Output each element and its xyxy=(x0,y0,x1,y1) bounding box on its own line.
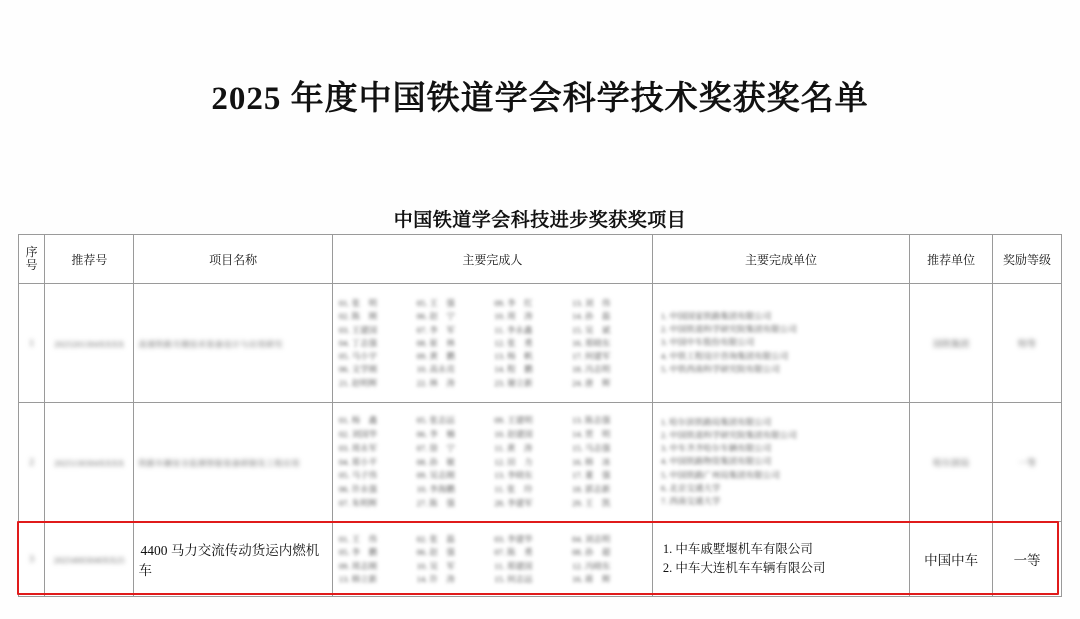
contributor: 28. 李建军 xyxy=(494,497,533,508)
cell-main-units xyxy=(652,284,909,403)
cell-recommend-no: 20254003040XX25 xyxy=(45,522,134,597)
contributor: 15. 马志强 xyxy=(572,442,611,453)
cell-recommend-unit: 中国中车 xyxy=(910,522,993,597)
cell-project-name: 4400 马力交流传动货运内燃机车 xyxy=(134,522,332,597)
unit: 3. 中国中车股份有限公司 xyxy=(660,337,755,348)
contributor: 04. 郑小平 xyxy=(338,456,378,467)
cell-main-contributors xyxy=(332,522,652,597)
cell-main-contributors xyxy=(332,403,652,522)
contributor: 07. 朱明辉 xyxy=(338,497,378,508)
cell-project-name: 铁路车辆安全监测智能装备研制及工程应用 xyxy=(134,403,332,522)
contributor: 06. 许永强 xyxy=(338,484,378,495)
unit: 1. 中国国家铁路集团有限公司 xyxy=(660,311,772,322)
cell-award-grade: 一等 xyxy=(993,403,1062,522)
contributor: 09. 周志刚 xyxy=(338,560,378,571)
contributor: 11. 张 玲 xyxy=(494,484,533,495)
cell-recommend-no: 2025130304XXXX xyxy=(45,403,134,522)
contributor: 08. 孙 敏 xyxy=(416,456,455,467)
contributor: 11. 李永鑫 xyxy=(494,324,533,335)
contributor: 17. 董 强 xyxy=(572,470,611,481)
contributor: 07. 陈 勇 xyxy=(494,547,533,558)
contributor: 13. 李晓东 xyxy=(494,470,533,481)
table-body xyxy=(19,284,1062,597)
contributor: 09. 黄 鹏 xyxy=(416,351,455,362)
contributor: 13. 刘 伟 xyxy=(572,297,611,308)
unit: 1. 中车戚墅堰机车有限公司 xyxy=(662,541,813,556)
contributor: 05. 马小宇 xyxy=(338,351,378,362)
contributor: 14. 贾 明 xyxy=(572,429,611,440)
contributor: 22. 林 涛 xyxy=(416,377,455,388)
column-header-recommend-no: 推荐号 xyxy=(45,235,134,284)
contributor: 14. 孙 磊 xyxy=(572,311,611,322)
contributor: 01. 张 明 xyxy=(338,297,378,308)
contributor: 24. 唐 辉 xyxy=(572,377,611,388)
unit: 4. 中国铁路物资集团有限公司 xyxy=(660,456,772,467)
contributor: 05. 张志远 xyxy=(416,415,455,426)
contributor: 29. 王 凯 xyxy=(572,497,611,508)
contributor: 27. 陈 强 xyxy=(416,497,455,508)
contributor: 11. 黄 涛 xyxy=(494,442,533,453)
contributor: 15. 何志远 xyxy=(494,573,533,584)
contributor: 05. 马子伟 xyxy=(338,470,378,481)
contributor: 02. 刘国华 xyxy=(338,429,378,440)
contributor: 06. 李 楠 xyxy=(416,429,455,440)
unit: 2. 中国铁道科学研究院集团有限公司 xyxy=(660,324,797,335)
contributor: 09. 吴志刚 xyxy=(416,470,455,481)
contributor: 12. 冯晓东 xyxy=(572,560,611,571)
contributor: 05. 王 强 xyxy=(416,297,455,308)
contributor: 16. 郑晓东 xyxy=(572,337,611,348)
cell-seq: 3 xyxy=(19,522,45,597)
contributors-grid xyxy=(337,412,648,511)
contributor: 06. 赵 强 xyxy=(416,547,455,558)
column-header-recommend-unit: 推荐单位 xyxy=(910,235,993,284)
contributor: 13. 陈志强 xyxy=(572,415,611,426)
table-row xyxy=(19,284,1062,403)
page-title: 2025 年度中国铁道学会科学技术奖获奖名单 xyxy=(211,81,869,117)
contributor: 11. 郑建国 xyxy=(494,560,533,571)
cell-main-units xyxy=(652,522,909,597)
contributor: 07. 徐 宁 xyxy=(416,442,455,453)
cell-recommend-unit: 哈尔滨局 xyxy=(910,403,993,522)
contributor: 02. 张 磊 xyxy=(416,533,455,544)
unit: 3. 中车齐齐哈尔车辆有限公司 xyxy=(660,443,772,454)
column-header-award-grade: 奖励等级 xyxy=(993,235,1062,284)
contributor: 16. 蒋 辉 xyxy=(572,573,611,584)
cell-award-grade: 一等 xyxy=(993,522,1062,597)
award-table-wrapper xyxy=(18,234,1062,597)
units-list xyxy=(657,308,905,378)
contributor: 05. 李 鹏 xyxy=(338,547,378,558)
contributor: 15. 吴 斌 xyxy=(572,324,611,335)
cell-award-grade: 特等 xyxy=(993,284,1062,403)
column-header-seq xyxy=(19,235,45,284)
table-row xyxy=(19,403,1062,522)
contributor: 01. 王 伟 xyxy=(338,533,378,544)
contributor: 13. 韩立新 xyxy=(338,573,378,584)
table-row-highlighted xyxy=(19,522,1062,597)
contributor: 04. 丁志强 xyxy=(338,337,378,348)
contributor: 14. 许 涛 xyxy=(416,573,455,584)
column-header-main-units: 主要完成单位 xyxy=(652,235,909,284)
contributor: 16. 韩 冰 xyxy=(572,456,611,467)
column-header-seq-label: 序号 xyxy=(25,245,38,272)
table-header xyxy=(19,235,1062,284)
contributor: 04. 刘志明 xyxy=(572,533,611,544)
contributor: 10. 周 涛 xyxy=(494,311,533,322)
contributor: 10. 高永亮 xyxy=(416,364,455,375)
cell-main-units xyxy=(652,403,909,522)
unit: 1. 哈尔滨铁路局集团有限公司 xyxy=(660,416,772,427)
contributor: 21. 赵明辉 xyxy=(338,377,378,388)
contributor: 06. 赵 宁 xyxy=(416,311,455,322)
unit: 4. 中铁工程设计咨询集团有限公司 xyxy=(660,350,789,361)
units-list xyxy=(657,538,905,581)
unit: 6. 北京交通大学 xyxy=(660,482,721,493)
cell-recommend-no: 2025201304XXXX xyxy=(45,284,134,403)
column-header-project-name: 项目名称 xyxy=(134,235,332,284)
unit: 2. 中国铁道科学研究院集团有限公司 xyxy=(660,430,797,441)
contributor: 14. 程 鹏 xyxy=(494,364,533,375)
contributor: 06. 文学刚 xyxy=(338,364,378,375)
contributor: 12. 田 力 xyxy=(494,456,533,467)
section-title: 中国铁道学会科技进步奖获奖项目 xyxy=(393,210,687,231)
cell-seq: 2 xyxy=(19,403,45,522)
contributors-grid xyxy=(337,295,648,391)
unit: 2. 中车大连机车车辆有限公司 xyxy=(662,561,826,575)
contributor: 03. 李建华 xyxy=(494,533,533,544)
unit: 7. 西南交通大学 xyxy=(660,495,721,506)
contributor: 03. 王建国 xyxy=(338,324,378,335)
units-list xyxy=(657,414,905,510)
contributor: 09. 李 红 xyxy=(494,297,533,308)
contributor: 18. 郭志新 xyxy=(572,484,611,495)
contributor: 10. 赵建国 xyxy=(494,429,533,440)
contributor: 01. 杨 鑫 xyxy=(338,415,378,426)
award-table xyxy=(18,234,1062,597)
contributor: 17. 何建军 xyxy=(572,351,611,362)
contributor: 23. 谢立新 xyxy=(494,377,533,388)
table-header-row xyxy=(19,235,1062,284)
contributor: 13. 杨 帆 xyxy=(494,351,533,362)
cell-project-name: 高速铁路关键技术装备设计与应用研究 xyxy=(134,284,332,403)
unit: 5. 中铁西南科学研究院有限公司 xyxy=(660,363,780,374)
contributor: 07. 李 军 xyxy=(416,324,455,335)
cell-main-contributors xyxy=(332,284,652,403)
contributor: 09. 王建明 xyxy=(494,415,533,426)
contributors-grid xyxy=(337,531,648,587)
cell-recommend-unit: 国铁集团 xyxy=(910,284,993,403)
contributor: 10. 吴 军 xyxy=(416,560,455,571)
contributor: 12. 张 勇 xyxy=(494,337,533,348)
unit: 5. 中国铁路广州局集团有限公司 xyxy=(660,469,780,480)
column-header-main-contributors: 主要完成人 xyxy=(332,235,652,284)
contributor: 08. 崔 林 xyxy=(416,337,455,348)
contributor: 02. 陈 刚 xyxy=(338,311,378,322)
contributor: 08. 孙 超 xyxy=(572,547,611,558)
cell-seq: 1 xyxy=(19,284,45,403)
contributor: 18. 冯志明 xyxy=(572,364,611,375)
contributor: 03. 周永军 xyxy=(338,442,378,453)
contributor: 10. 李海鹏 xyxy=(416,484,455,495)
